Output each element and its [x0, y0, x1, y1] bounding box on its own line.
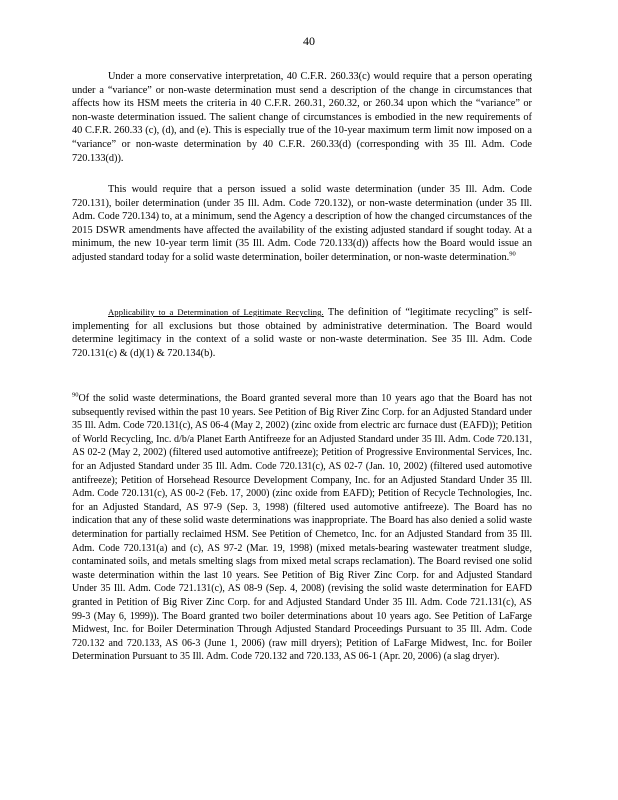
- paragraph-agency-notice: [72, 183, 532, 265]
- paragraph-variance: Under a more conservative interpretation, 40 C.F.R. 260.33(c) would require that a person operating under a “variance” or non-waste determination must send a description of the change in circumstances that affects how its HSM meets the criteria in 40 C.F.R. 260.31, 260.32, or 260.34 upon which the “variance” or non-waste determination issued. The salient change of circumstances is embodied in the new requirements of 40 C.F.R. 260.33 (c), (d), and (e). This is especially true of the 10-year maximum term limit now imposed on a “variance” or non-waste determination by 40 C.F.R. 260.33(d) (corresponding with 35 Ill. Adm. Code 720.133(d)).: [72, 71, 532, 164]
- footnote-reference: 90: [509, 250, 516, 258]
- page-number: 40: [303, 34, 315, 48]
- footnote-text: Of the solid waste determinations, the Board granted several more than 10 years ago that the Board has not subsequently revised within the past 10 years. See Petition of Big River Zinc Corp. for an Adjusted Standard under 35 Ill. Adm. Code 720.131(c), AS 06-4 (May 2, 2002) (zinc oxide from electric arc furnace dust (EAFD)); Petition of World Recycling, Inc. d/b/a Planet Earth Antifreeze for an Adjusted Standard under 35 Ill. Adm. Code 720.131, AS 02-2 (May 2, 2002) (filtered used automotive antifreeze); Petition of Progressive Environmental Services, Inc. for an Adjusted Standard under 35 Ill. Adm. Code 720.131(c), AS 02-7 (Jan. 10, 2002) (filtered used automotive antifreeze); Petition of Horsehead Resource Development Company, Inc. for an Adjusted Standard Under 35 Ill. Adm. Code 720.131(c), AS 00-2 (Feb. 17, 2000) (zinc oxide from EAFD); Petition of Recycle Technologies, Inc. for an Adjusted Standard, AS 97-9 (Sep. 3, 1998) (filtered used automotive antifreeze). The Board has no indication that any of these solid waste determinations was inappropriate. The Board has also denied a solid waste determination for partially reclaimed HSM. See Petition of Chemetco, Inc. for an Adjusted Standard from 35 Ill. Adm. Code 720.131(a) and (c), AS 97-2 (Mar. 19, 1998) (mixed metals-bearing wastewater treatment sludge, contaminated soils, and metals smelting slags from mixed metal scraps reclamation). The Board revised one solid waste determination within the last 10 years. See Petition of Big River Zinc Corp. for and Adjusted Standard Under 35 Ill. Adm. Code 721.131(c), AS 08-9 (Sep. 4, 2008) (revising the solid waste determination for EAFD granted in Petition of Big River Zinc Corp. for and Adjusted Standard Under 35 Ill. Adm. Code 721.131(c), AS 99-3 (May 6, 1999)). The Board granted two boiler determinations about 10 years ago. See Petition of LaFarge Midwest, Inc. for Boiler Determination Through Adjusted Standard Proceedings Pursuant to 35 Ill. Adm. Code 720.132 and 720.133, AS 06-3 (June 1, 2006) (raw mill dryers); Petition of LaFarge Midwest, Inc. for Boiler Determination Pursuant to 35 Ill. Adm. Code 720.132 and 720.133, AS 06-1 (Apr. 20, 2006) (a slag dryer).: [72, 393, 532, 663]
- paragraph-legitimate-recycling: [72, 306, 532, 360]
- section-heading: Applicability to a Determination of Legitimate Recycling.: [108, 307, 324, 317]
- footnote-number: 90: [72, 391, 79, 399]
- footnote: [72, 392, 532, 664]
- paragraph-agency-notice-text: This would require that a person issued a solid waste determination (under 35 Ill. Adm. Code 720.131), boiler determination (under 35 Ill. Adm. Code 720.132), or non-waste determination (under 35 Ill. Adm. Code 720.134) to, at a minimum, send the Agency a description of how the changed circumstances of the 2015 DSWR amendments have affected the availability of the existing adjusted standard if sought today. At a minimum, the new 10-year term limit (35 Ill. Adm. Code 720.133(d)) affects how the Board would issue an adjusted standard today for a solid waste determination, boiler determination, or non-waste determination.: [72, 184, 532, 263]
- paragraph-legitimate-recycling-text: The definition of “legitimate recycling” is self-implementing for all exclusions but those obtained by administrative determination. The Board would determine legitimacy in the context of a solid waste or non-waste determination. See 35 Ill. Adm. Code 720.131(c) & (d)(1) & 720.134(b).: [72, 307, 532, 359]
